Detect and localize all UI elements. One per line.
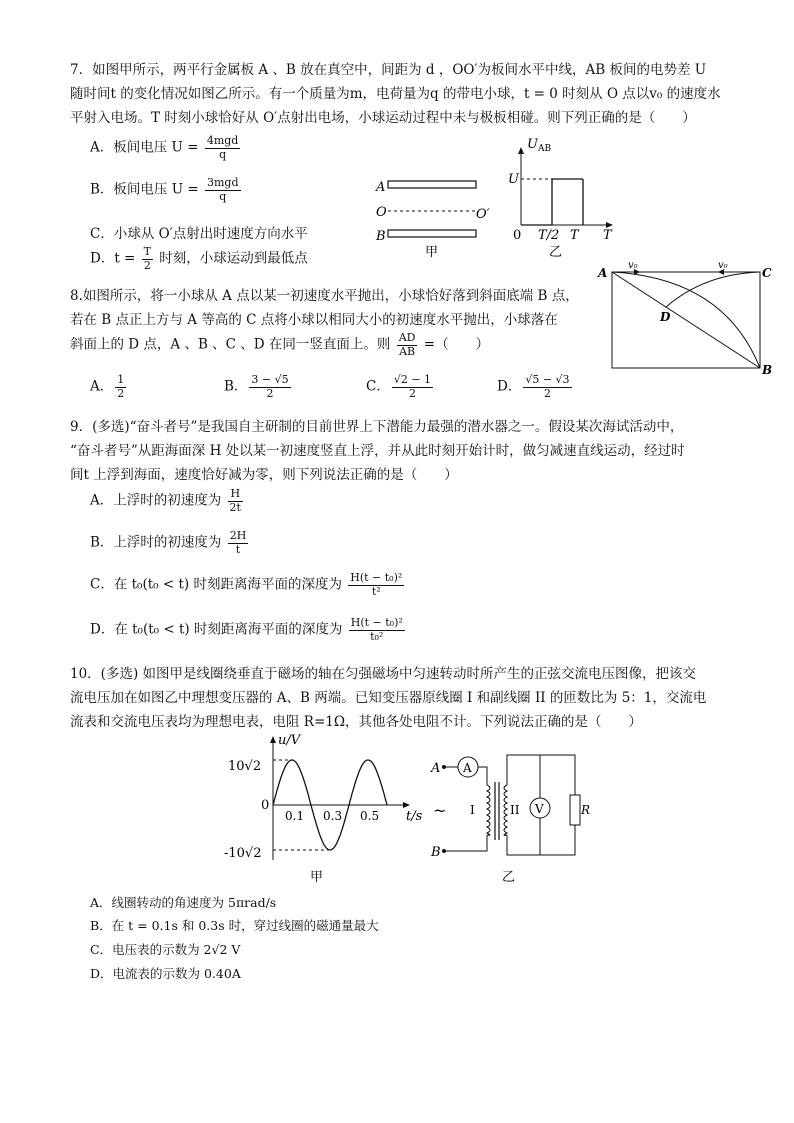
q8-stem-line1: 8.如图所示，将一小球从 A 点以某一初速度水平抛出，小球恰好落到斜面底端 B 点， <box>70 288 579 304</box>
q7-d-den: 2 <box>143 258 151 272</box>
q9-stem-line1: 9．(多选)“奋斗者号”是我国自主研制的目前世界上下潜能力最强的潜水器之一。假设某次海试活动中， <box>70 419 684 435</box>
q8-option-a-label: A． <box>90 378 114 395</box>
voltmeter-label: V <box>535 802 544 816</box>
q7-option-b-fraction <box>205 177 241 203</box>
q9-a-den: 2t <box>229 500 241 514</box>
coil2-label: II <box>510 803 520 817</box>
circuit-b-label: B <box>431 845 441 860</box>
q8-d-fraction <box>523 374 571 400</box>
q8-option-b[interactable] <box>224 374 293 400</box>
uab-t2-tick: T/2 <box>538 228 560 243</box>
q9-option-a[interactable] <box>90 488 245 514</box>
q9-c-fraction <box>348 572 404 598</box>
q9-option-a-text: A．上浮时的初速度为 <box>90 492 222 509</box>
q8-c-num: √2 − 1 <box>393 373 432 386</box>
q10-circuit <box>425 750 595 890</box>
uab-series-line <box>521 179 583 225</box>
q8-label-c: C <box>762 266 772 280</box>
sine-ymin-tick: -10√2 <box>224 846 262 861</box>
q8-c-fraction <box>392 374 433 400</box>
sine-tick-01: 0.1 <box>285 809 305 823</box>
fig-caption-yi: 乙 <box>549 245 563 260</box>
q9-option-c-text: C．在 t₀(t₀ < t) 时刻距离海平面的深度为 <box>90 576 342 593</box>
q7-option-d[interactable] <box>90 246 308 272</box>
q7-option-d-fraction <box>142 246 153 272</box>
q7-b-num: 3mgd <box>207 176 239 189</box>
coil1-label: I <box>470 803 475 817</box>
q7-stem-line1: 7．如图甲所示，两平行金属板 A 、B 放在真空中，间距为 d ，OO′为板间水平中线，AB 板间的电势差 U <box>70 62 707 78</box>
q8-option-c[interactable] <box>366 374 435 400</box>
resistor-label: R <box>581 803 591 817</box>
o-prime-label: O′ <box>476 207 490 222</box>
q10-sine-graph <box>218 730 433 888</box>
q7-a-den: q <box>219 147 227 161</box>
q7-option-a-fraction <box>205 135 241 161</box>
fig-caption-yi-2: 乙 <box>502 870 516 885</box>
q8-trajectory-c <box>666 272 760 307</box>
q7-stem-line3: 平射入电场。T 时刻小球恰好从 O′点射出电场，小球运动过程中未与极板相碰。则下列正确的是（ ） <box>70 110 696 126</box>
q8-v0-right: v₀ <box>718 260 728 271</box>
primary-coil <box>487 785 490 835</box>
sine-ymax-tick: 10√2 <box>228 759 262 774</box>
q10-stem-line1: 10．(多选) 如图甲是线圈绕垂直于磁场的轴在匀强磁场中匀速转动时所产生的正弦交流电压图像，把该交 <box>70 666 697 682</box>
uab-u-tick: U <box>508 172 519 187</box>
q9-stem-line3: 间t 上浮到海面，速度恰好减为零，则下列说法正确的是（ ） <box>70 467 458 483</box>
q9-option-b[interactable] <box>90 530 250 556</box>
fig-caption-jia-2: 甲 <box>310 870 324 885</box>
q8-stem-line2: 若在 B 点正上方与 A 等高的 C 点将小球以相同大小的初速度水平抛出，小球落在 <box>70 312 558 328</box>
q7-option-a[interactable] <box>90 135 242 161</box>
q9-d-den: t₀² <box>370 629 384 643</box>
q9-b-fraction <box>228 530 249 556</box>
q7-option-a-text: A．板间电压 U = <box>90 139 199 156</box>
q9-a-fraction <box>228 488 243 514</box>
resistor <box>570 795 580 825</box>
q7-option-d-post: 时刻，小球运动到最低点 <box>159 250 308 267</box>
uab-t-axis-label: T <box>603 228 612 243</box>
q7-d-num: T <box>143 245 151 258</box>
q9-option-b-text: B．上浮时的初速度为 <box>90 534 222 551</box>
wire-sec-bottom <box>507 825 575 855</box>
q9-option-d[interactable] <box>90 617 407 643</box>
q7-b-den: q <box>219 189 227 203</box>
sine-x-arrow <box>403 802 410 808</box>
q7-uab-graph <box>505 135 625 260</box>
q8-projectile-figure <box>596 258 778 378</box>
q8-option-d[interactable] <box>497 374 574 400</box>
q9-c-num: H(t − t₀)² <box>350 571 403 584</box>
q8-b-num: 3 − √5 <box>251 373 289 386</box>
q8-label-a: A <box>598 266 608 280</box>
q8-c-den: 2 <box>408 386 416 400</box>
q8-b-den: 2 <box>266 386 274 400</box>
q7-option-b[interactable] <box>90 177 243 203</box>
q10-option-a[interactable]: A．线圈转动的角速度为 5πrad/s <box>90 895 277 910</box>
q8-b-fraction <box>249 374 290 400</box>
plate-a-label: A <box>376 180 386 195</box>
q9-a-num: H <box>228 488 243 502</box>
ammeter-label: A <box>463 761 472 775</box>
wire-a2 <box>478 767 487 785</box>
sine-x-label: t/s <box>406 809 423 824</box>
uab-t-tick: T <box>570 228 579 243</box>
uab-zero-tick: 0 <box>513 228 522 243</box>
q9-b-num: 2H <box>229 529 247 542</box>
q9-d-fraction <box>349 617 405 643</box>
q9-option-c[interactable] <box>90 572 406 598</box>
sine-y-arrow <box>270 736 276 743</box>
plate-a <box>388 181 476 188</box>
q8-stem-line3 <box>70 332 489 358</box>
q7-option-d-pre: D．t = <box>90 250 136 267</box>
q10-stem-line3: 流表和交流电压表均为理想电表，电阻 R=1Ω，其他各处电阻不计。下列说法正确的是（ ） <box>70 714 643 730</box>
plate-b-label: B <box>376 229 386 244</box>
q8-ratio-fraction <box>397 332 418 358</box>
q8-a-num: 1 <box>117 373 125 386</box>
secondary-coil <box>504 785 507 835</box>
sine-tick-03: 0.3 <box>323 809 343 823</box>
sine-tick-05: 0.5 <box>360 809 380 823</box>
o-label: O <box>376 205 387 220</box>
q8-d-den: 2 <box>543 386 551 400</box>
q10-option-d[interactable]: D．电流表的示数为 0.40A <box>90 966 241 981</box>
q8-label-d: D <box>660 310 671 324</box>
q8-option-a[interactable] <box>90 374 128 400</box>
uab-axis-label: $U_{AB}$ <box>527 137 552 154</box>
q8-a-fraction <box>115 374 126 400</box>
q9-b-den: t <box>235 542 241 556</box>
q7-plates-figure <box>370 170 500 260</box>
q7-stem-line2: 随时间t 的变化情况如图乙所示。有一个质量为m，电荷量为q 的带电小球，t = 0 时刻从 O 点以v₀ 的速度水 <box>70 86 721 102</box>
q8-label-b: B <box>762 363 773 377</box>
q8-a-den: 2 <box>117 386 125 400</box>
ac-source-icon: ~ <box>433 801 447 820</box>
fig-caption-jia: 甲 <box>425 245 439 260</box>
q8-ratio-num: AD <box>398 331 416 344</box>
q8-ratio-den: AB <box>399 344 416 358</box>
q8-option-c-label: C． <box>366 378 390 395</box>
q10-stem-line2: 流电压加在如图乙中理想变压器的 A、B 两端。已知变压器原线圈 I 和副线圈 II 的匝数比为 5：1，交流电 <box>70 690 707 706</box>
q9-d-num: H(t − t₀)² <box>350 616 403 629</box>
wire-b1 <box>444 835 487 851</box>
sine-y-label: u/V <box>278 733 301 748</box>
q8-stem-line3-pre: 斜面上的 D 点，A 、B 、C 、D 在同一竖直面上。则 <box>70 336 391 353</box>
q7-option-b-text: B．板间电压 U = <box>90 181 199 198</box>
wire-sec-top <box>507 755 575 795</box>
q8-incline <box>612 272 760 368</box>
q7-a-num: 4mgd <box>206 134 239 147</box>
q9-c-den: t² <box>371 584 381 598</box>
plate-b <box>388 230 476 237</box>
q8-option-d-label: D． <box>497 378 522 395</box>
q9-option-d-text: D．在 t₀(t₀ < t) 时刻距离海平面的深度为 <box>90 621 343 638</box>
q8-d-num: √5 − √3 <box>525 373 570 386</box>
q8-v0-left: v₀ <box>628 260 638 271</box>
q9-stem-line2: “奋斗者号”从距海面深 H 处以某一初速度竖直上浮，并从此时刻开始计时，做匀减速直线运动，经过时 <box>70 443 685 459</box>
q7-option-c[interactable]: C．小球从 O′点射出时速度方向水平 <box>90 226 308 242</box>
q8-stem-line3-post: =（ ） <box>423 336 490 353</box>
circuit-a-label: A <box>431 761 441 776</box>
q10-option-b[interactable]: B．在 t = 0.1s 和 0.3s 时，穿过线圈的磁通量最大 <box>90 918 379 933</box>
q10-option-c[interactable]: C．电压表的示数为 2√2 V <box>90 942 241 957</box>
sine-zero-tick: 0 <box>261 798 270 813</box>
q8-option-b-label: B． <box>224 378 248 395</box>
uab-y-arrow <box>518 147 524 154</box>
